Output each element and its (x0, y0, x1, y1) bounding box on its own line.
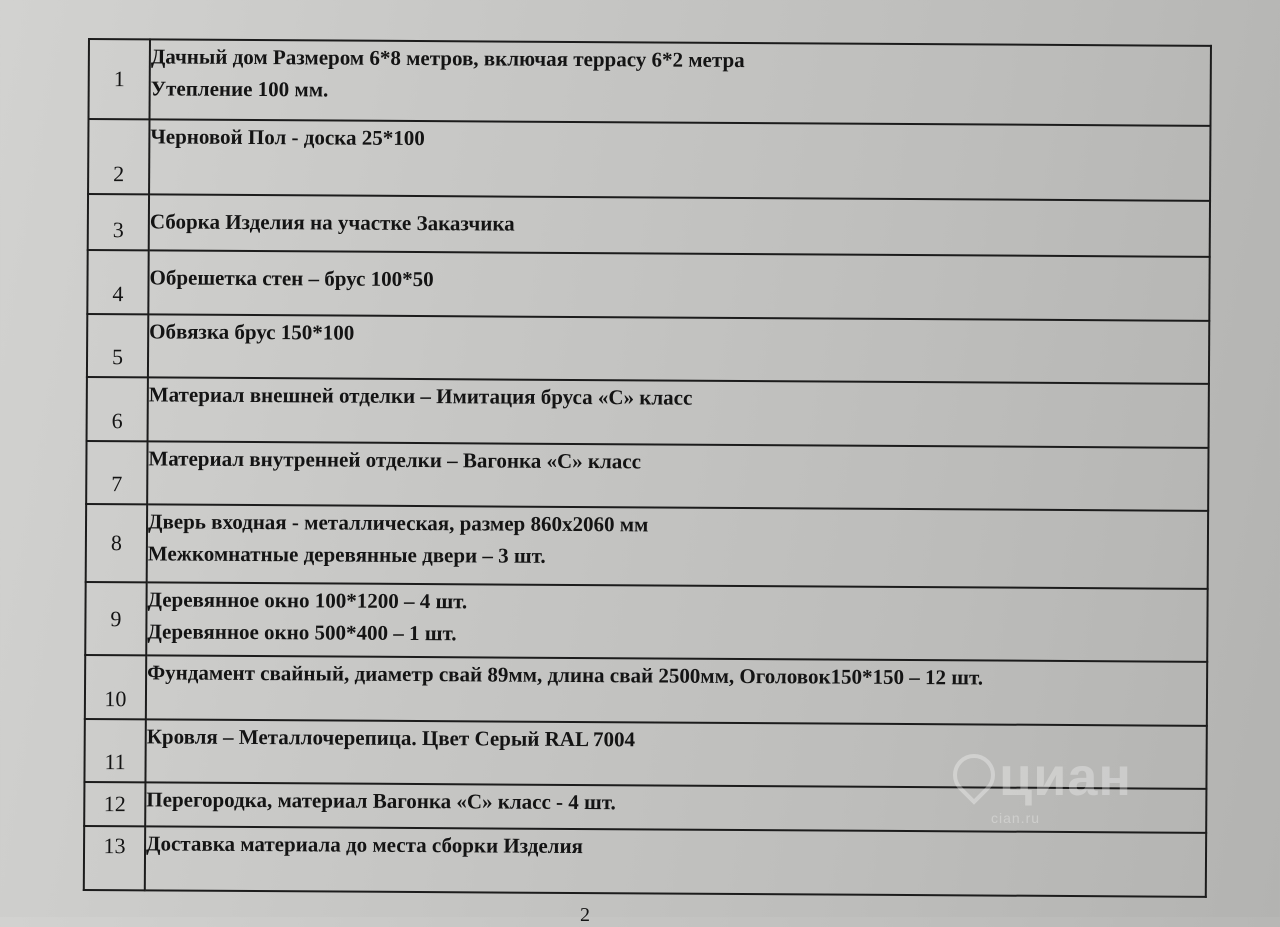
watermark-brand: циан (999, 747, 1133, 807)
row-number: 1 (89, 39, 150, 119)
row-description (146, 655, 1207, 725)
description-line: Материал внутренней отделки – Вагонка «С» класс (148, 446, 642, 474)
row-description (148, 314, 1209, 383)
page-number: 2 (580, 904, 590, 926)
row-number: 2 (88, 119, 149, 194)
row-number: 5 (87, 314, 148, 377)
description-line: Межкомнатные деревянные двери – 3 шт. (147, 541, 546, 568)
row-description (148, 377, 1209, 447)
table-row (85, 655, 1207, 726)
description-line: Обвязка брус 150*100 (149, 319, 355, 345)
row-number: 3 (88, 194, 149, 250)
row-description (147, 441, 1208, 510)
table-row (88, 194, 1210, 257)
description-line: Доставка материала до места сборки Изделия (146, 831, 584, 859)
watermark-sub: cian.ru (991, 810, 1041, 826)
description-line: Деревянное окно 100*1200 – 4 шт. (147, 587, 468, 614)
row-description (149, 194, 1210, 256)
description-line: Фундамент свайный, диаметр свай 89мм, длина свай 2500мм, Оголовок150*150 – 12 шт. (147, 660, 984, 690)
description-line: Деревянное окно 500*400 – 1 шт. (147, 619, 457, 646)
description-line: Кровля – Металлочерепица. Цвет Серый RAL 7004 (146, 724, 636, 752)
row-number: 12 (84, 782, 145, 826)
description-line: Черновой Пол - доска 25*100 (150, 124, 425, 151)
description-line: Сборка Изделия на участке Заказчика (149, 209, 515, 236)
row-number: 4 (87, 250, 148, 314)
description-line: Утепление 100 мм. (150, 76, 329, 102)
row-number: 7 (86, 441, 147, 504)
row-description (148, 250, 1209, 320)
table-row (86, 441, 1208, 511)
row-description (150, 39, 1211, 125)
description-line: Дачный дом Размером 6*8 метров, включая террасу 6*2 метра (150, 44, 745, 73)
table-row (87, 314, 1209, 384)
row-number: 8 (86, 504, 147, 582)
location-pin-icon (944, 745, 1003, 804)
row-number: 6 (87, 377, 148, 441)
description-line: Дверь входная - металлическая, размер 860x2060 мм (147, 509, 649, 537)
row-description (149, 119, 1210, 200)
cian-watermark (945, 747, 1155, 842)
description-line: Обрешетка стен – брус 100*50 (149, 265, 434, 292)
row-number: 11 (84, 719, 145, 782)
row-number: 9 (85, 582, 146, 655)
table-row (85, 582, 1207, 662)
table-row (87, 250, 1209, 321)
description-line: Материал внешней отделки – Имитация бруса «С» класс (148, 382, 693, 410)
row-description (147, 504, 1208, 588)
row-number: 10 (85, 655, 146, 719)
table-row (87, 377, 1209, 448)
row-number: 13 (84, 826, 145, 890)
table-row (89, 39, 1211, 126)
row-description (146, 582, 1207, 661)
table-row (88, 119, 1210, 201)
table-row (86, 504, 1208, 589)
description-line: Перегородка, материал Вагонка «С» класс - 4 шт. (146, 787, 616, 815)
